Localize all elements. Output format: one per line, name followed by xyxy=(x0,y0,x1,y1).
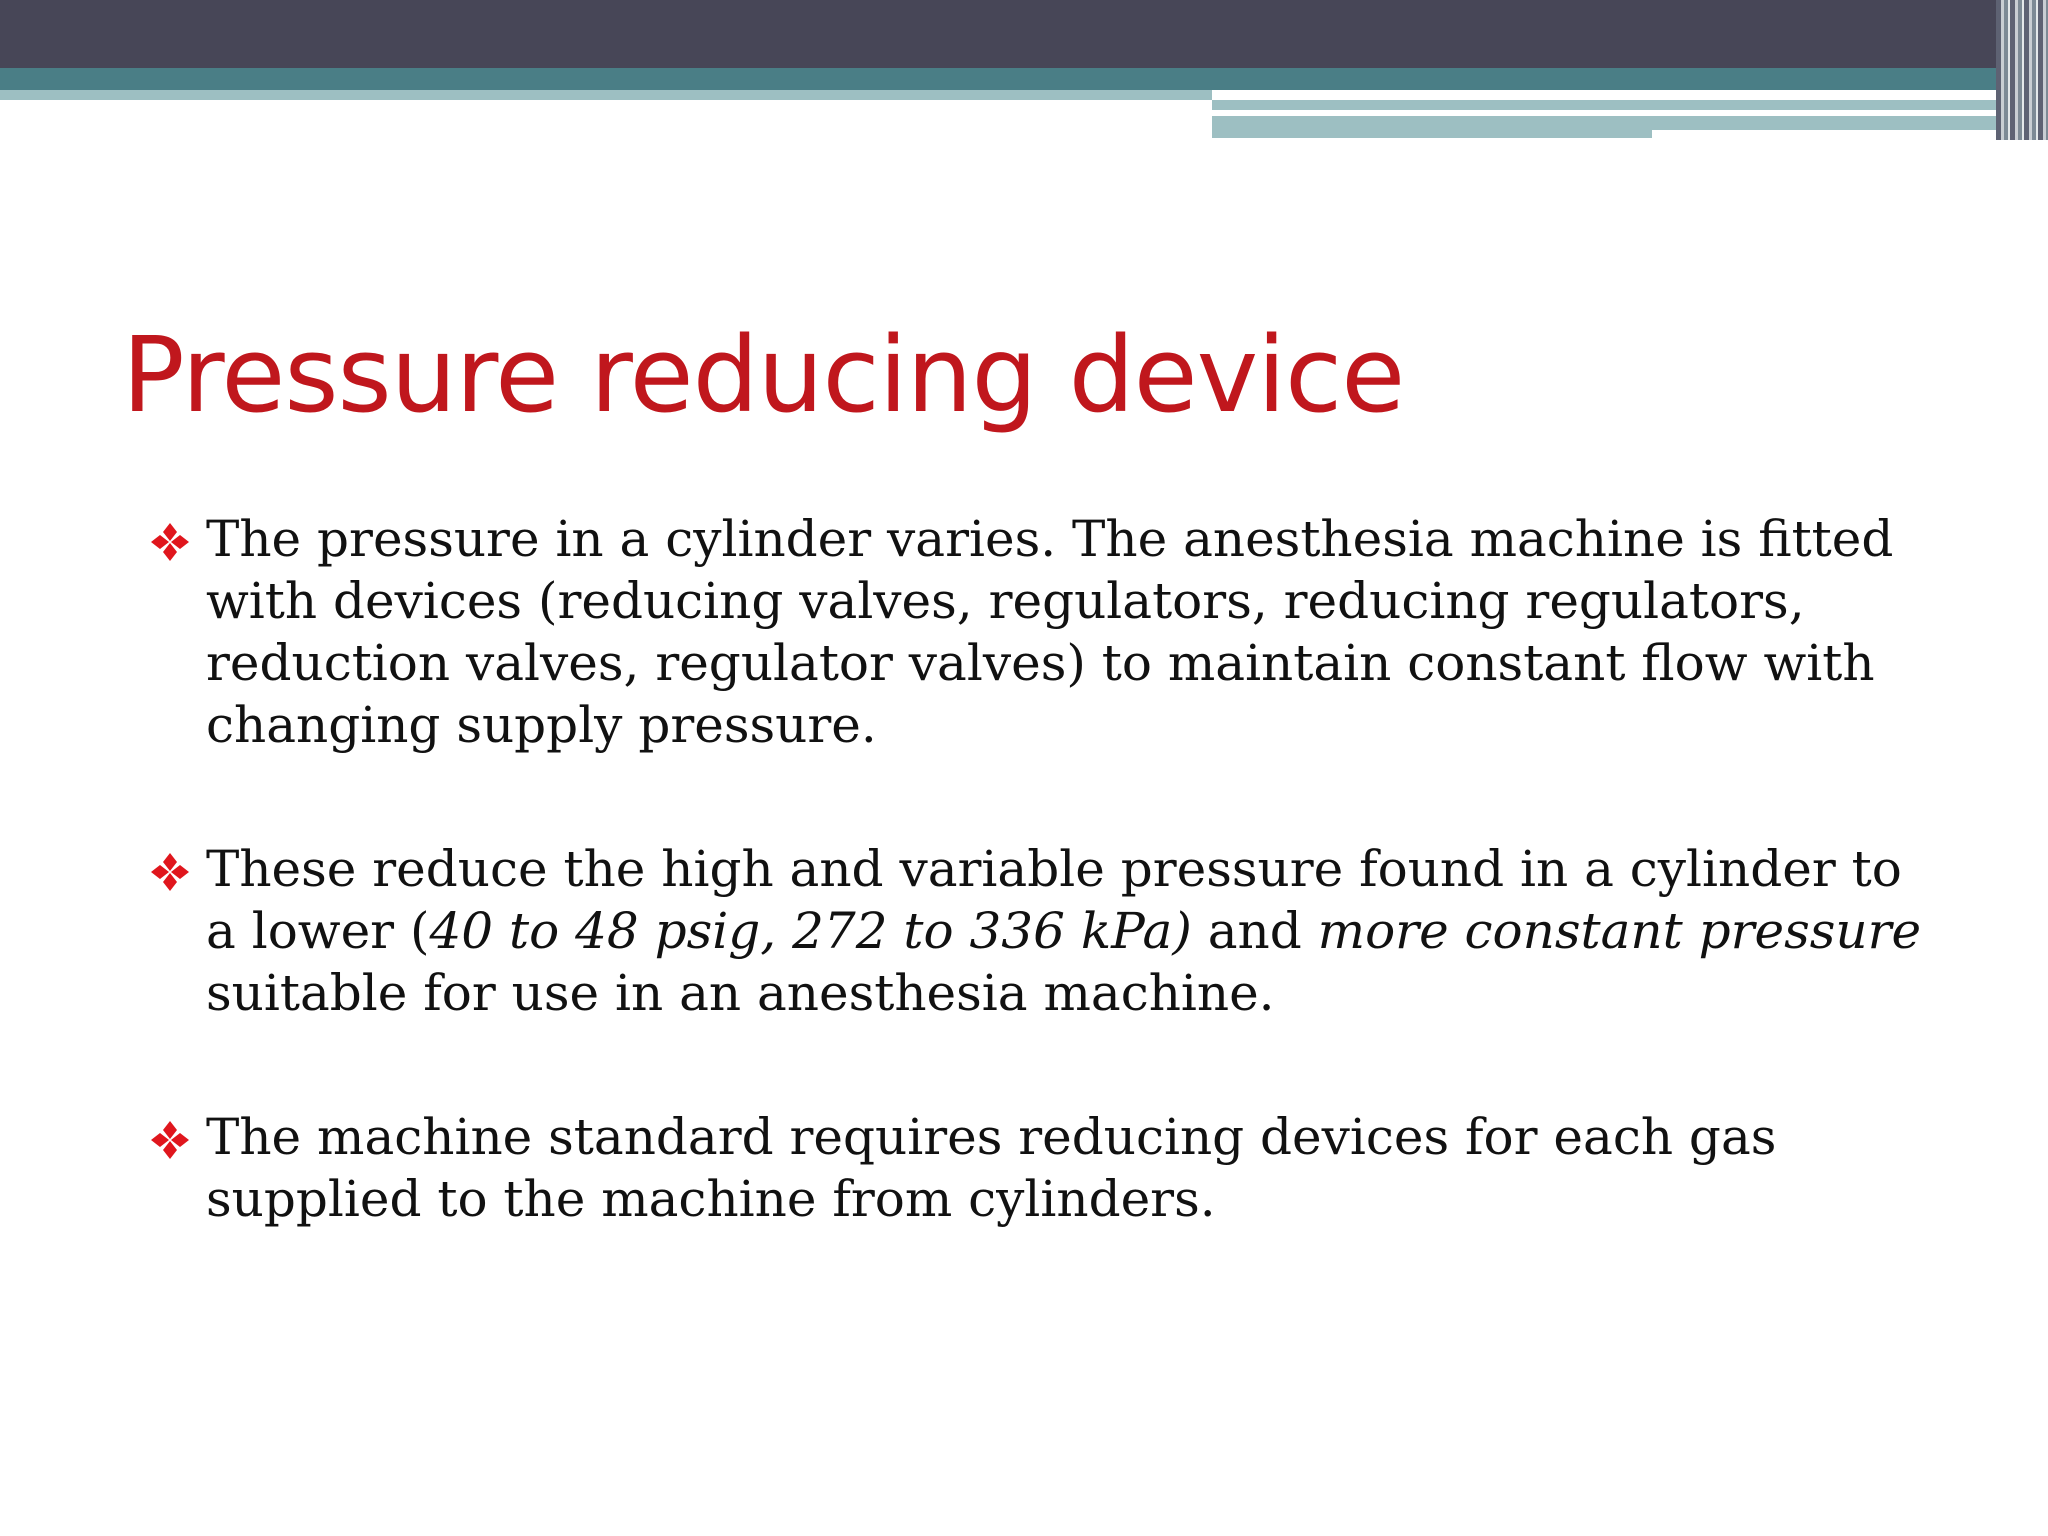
constant-pressure-text: more constant pressure xyxy=(1317,902,1922,960)
header-band-teal xyxy=(0,68,2048,90)
header-band-dark xyxy=(0,0,2048,68)
bullet-item xyxy=(150,508,1930,756)
bullet-item xyxy=(150,838,1930,1024)
bullet-text xyxy=(206,840,1921,1022)
header-band-right-lower xyxy=(1212,116,1652,138)
four-diamond-bullet-icon xyxy=(150,522,190,562)
bullet-list xyxy=(150,508,1930,1312)
bullet-text-part: These reduce the high and variable pressure found in a cylinder to a lower ( xyxy=(206,840,1902,960)
bullet-text: The pressure in a cylinder varies. The anesthesia machine is fitted with devices (reducing valves, regulators, reducing regulators, reduction valves, regulator valves) to maintain constant flow with changing supply pressure. xyxy=(206,510,1894,754)
four-diamond-bullet-icon xyxy=(150,852,190,892)
bullet-text-part: suitable for use in an anesthesia machine. xyxy=(206,964,1275,1022)
edge-stripes-decoration xyxy=(1996,0,2048,140)
slide-title: Pressure reducing device xyxy=(122,314,1405,436)
bullet-text-part: and xyxy=(1191,902,1318,960)
bullet-text: The machine standard requires reducing devices for each gas supplied to the machine from cylinders. xyxy=(206,1108,1777,1228)
header-band-light xyxy=(0,90,1212,100)
pressure-range-text: 40 to 48 psig, 272 to 336 kPa) xyxy=(429,902,1192,960)
header-band-right-upper xyxy=(1212,100,1996,110)
header-band-right-tail xyxy=(1652,116,1996,130)
bullet-item xyxy=(150,1106,1930,1230)
four-diamond-bullet-icon xyxy=(150,1120,190,1160)
